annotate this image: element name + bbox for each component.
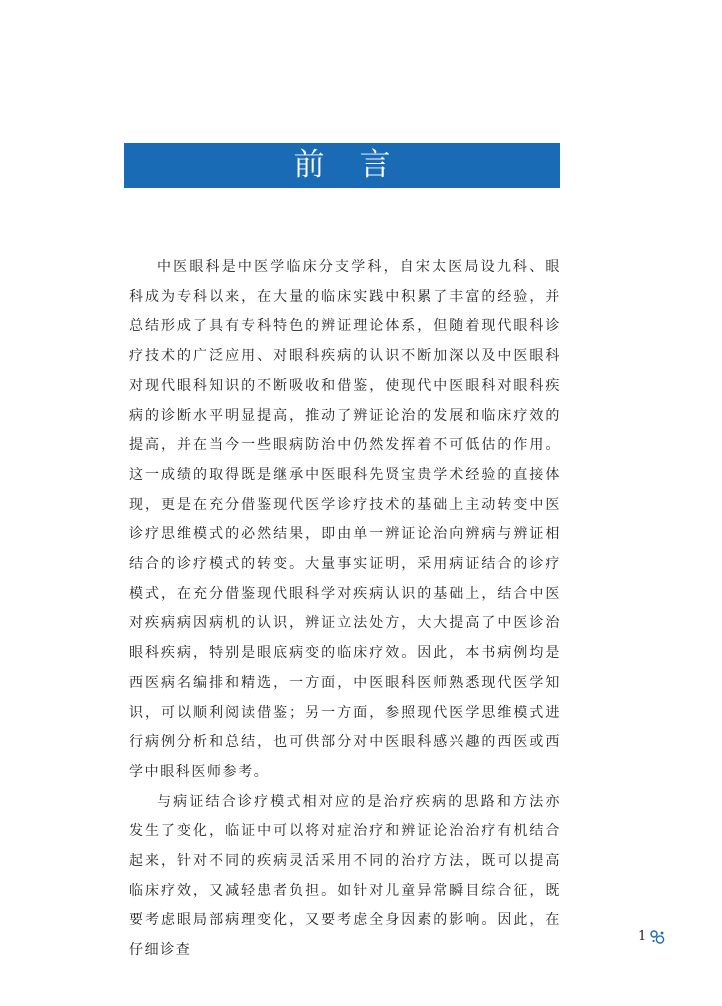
bubbles-ornament-icon (650, 930, 665, 944)
paragraph: 中医眼科是中医学临床分支学科，自宋太医局设九科、眼科成为专科以来，在大量的临床实践中积累了丰富的经验，并总结形成了具有专科特色的辨证理论体系，但随着现代眼科诊疗技术的广泛应用、对眼科疾病的认识不断加深以及中医眼科对现代眼科知识的不断吸收和借鉴，使现代中医眼科对眼科疾病的诊断水平明显提高，推动了辨证论治的发展和临床疗效的提高，并在当今一些眼病防治中仍然发挥着不可低估的作用。这一成绩的取得既是继承中医眼科先贤宝贵学术经验的直接体现，更是在充分借鉴现代医学诊疗技术的基础上主动转变中医诊疗思维模式的必然结果，即由单一辨证论治向辨病与辨证相结合的诊疗模式的转变。大量事实证明，采用病证结合的诊疗模式，在充分借鉴现代眼科学对疾病认识的基础上，结合中医对疾病病因病机的认识，辨证立法处方，大大提高了中医诊治眼科疾病，特别是眼底病变的临床疗效。因此，本书病例均是西医病名编排和精选，一方面，中医眼科医师熟悉现代医学知识，可以顺利阅读借鉴；另一方面，参照现代医学思维模式进行病例分析和总结，也可供部分对中医眼科感兴趣的西医或西学中眼科医师参考。 (129, 259, 561, 780)
page-number: 1 (638, 929, 647, 944)
paragraph: 与病证结合诊疗模式相对应的是治疗疾病的思路和方法亦发生了变化，临证中可以将对症治疗和辨证论治治疗有机结合起来，针对不同的疾病灵活采用不同的治疗方法，既可以提高临床疗效，又减轻患者负担。如针对儿童异常瞬目综合征，既要考虑眼局部病理变化，又要考虑全身因素的影响。因此，在仔细诊查 (129, 793, 561, 959)
page-title: 前言 (293, 147, 426, 183)
page-title-bar (124, 143, 560, 188)
document-body (129, 253, 561, 966)
page-footer (638, 929, 665, 944)
